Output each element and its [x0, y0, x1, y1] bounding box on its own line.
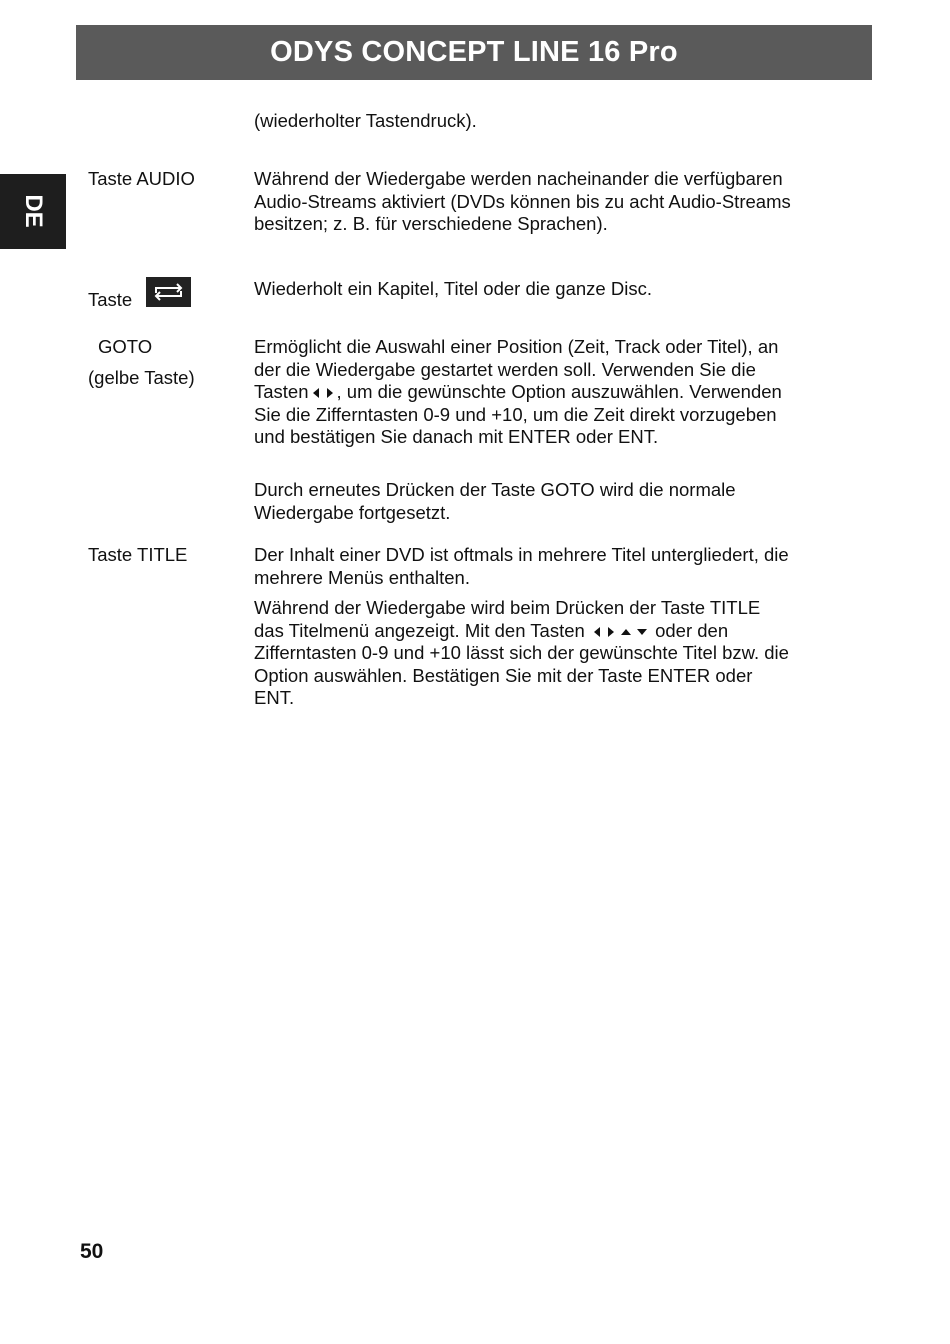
- arrow-up-icon: [621, 629, 631, 635]
- title-key-description: Der Inhalt einer DVD ist oftmals in mehrere Titel untergliedert, die mehrere Menüs enthalten.: [254, 544, 789, 588]
- arrow-right-icon: [327, 388, 333, 398]
- page-number: 50: [80, 1240, 104, 1263]
- goto-desc-part-1: Ermöglicht die Auswahl einer Position (Zeit, Track oder Titel), an der die Wiedergabe gestartet werden soll. Verwenden Sie die Tasten: [254, 336, 779, 402]
- page-header: [76, 25, 872, 80]
- arrow-left-icon: [313, 388, 319, 398]
- audio-key-description: Während der Wiedergabe werden nacheinander die verfügbaren Audio-Streams aktiviert (DVDs können bis zu acht Audio-Streams besitzen; z. B. für verschiedene Sprachen).: [254, 168, 791, 234]
- goto-key-sublabel: (gelbe Taste): [88, 367, 195, 388]
- goto-key-label: GOTO: [98, 336, 153, 357]
- goto-desc-part-2: , um die gewünschte Option auszuwählen. Verwenden Sie die Zifferntasten 0-9 und +10, um die Zeit direkt vorzugeben und bestätigen Sie danach mit ENTER oder ENT.: [254, 381, 782, 447]
- header-title: ODYS CONCEPT LINE 16 Pro: [270, 36, 678, 68]
- goto-key-description-2: Durch erneutes Drücken der Taste GOTO wird die normale Wiedergabe fortgesetzt.: [254, 479, 736, 523]
- language-tab: [0, 174, 66, 249]
- repeat-key-label: Taste: [88, 289, 133, 310]
- repeat-icon: [146, 277, 191, 307]
- title-key-label: Taste TITLE: [88, 544, 188, 565]
- goto-key-description: [254, 336, 794, 449]
- arrow-left-icon: [594, 627, 600, 637]
- title-desc-part-1: Während der Wiedergabe wird beim Drücken der Taste TITLE das Titelmenü angezeigt. Mit den Tasten: [254, 597, 761, 641]
- arrow-down-icon: [637, 629, 647, 635]
- continuation-text: (wiederholter Tastendruck).: [254, 110, 477, 131]
- title-desc-part-2: oder den Zifferntasten 0-9 und +10 lässt sich der gewünschte Titel bzw. die Option auswählen. Bestätigen Sie mit der Taste ENTER oder ENT.: [254, 619, 789, 708]
- audio-key-label: Taste AUDIO: [88, 168, 195, 189]
- title-key-description-2: [254, 597, 794, 710]
- language-tab-label: DE: [20, 194, 47, 228]
- repeat-key-description: Wiederholt ein Kapitel, Titel oder die ganze Disc.: [254, 278, 652, 299]
- arrow-right-icon: [608, 627, 614, 637]
